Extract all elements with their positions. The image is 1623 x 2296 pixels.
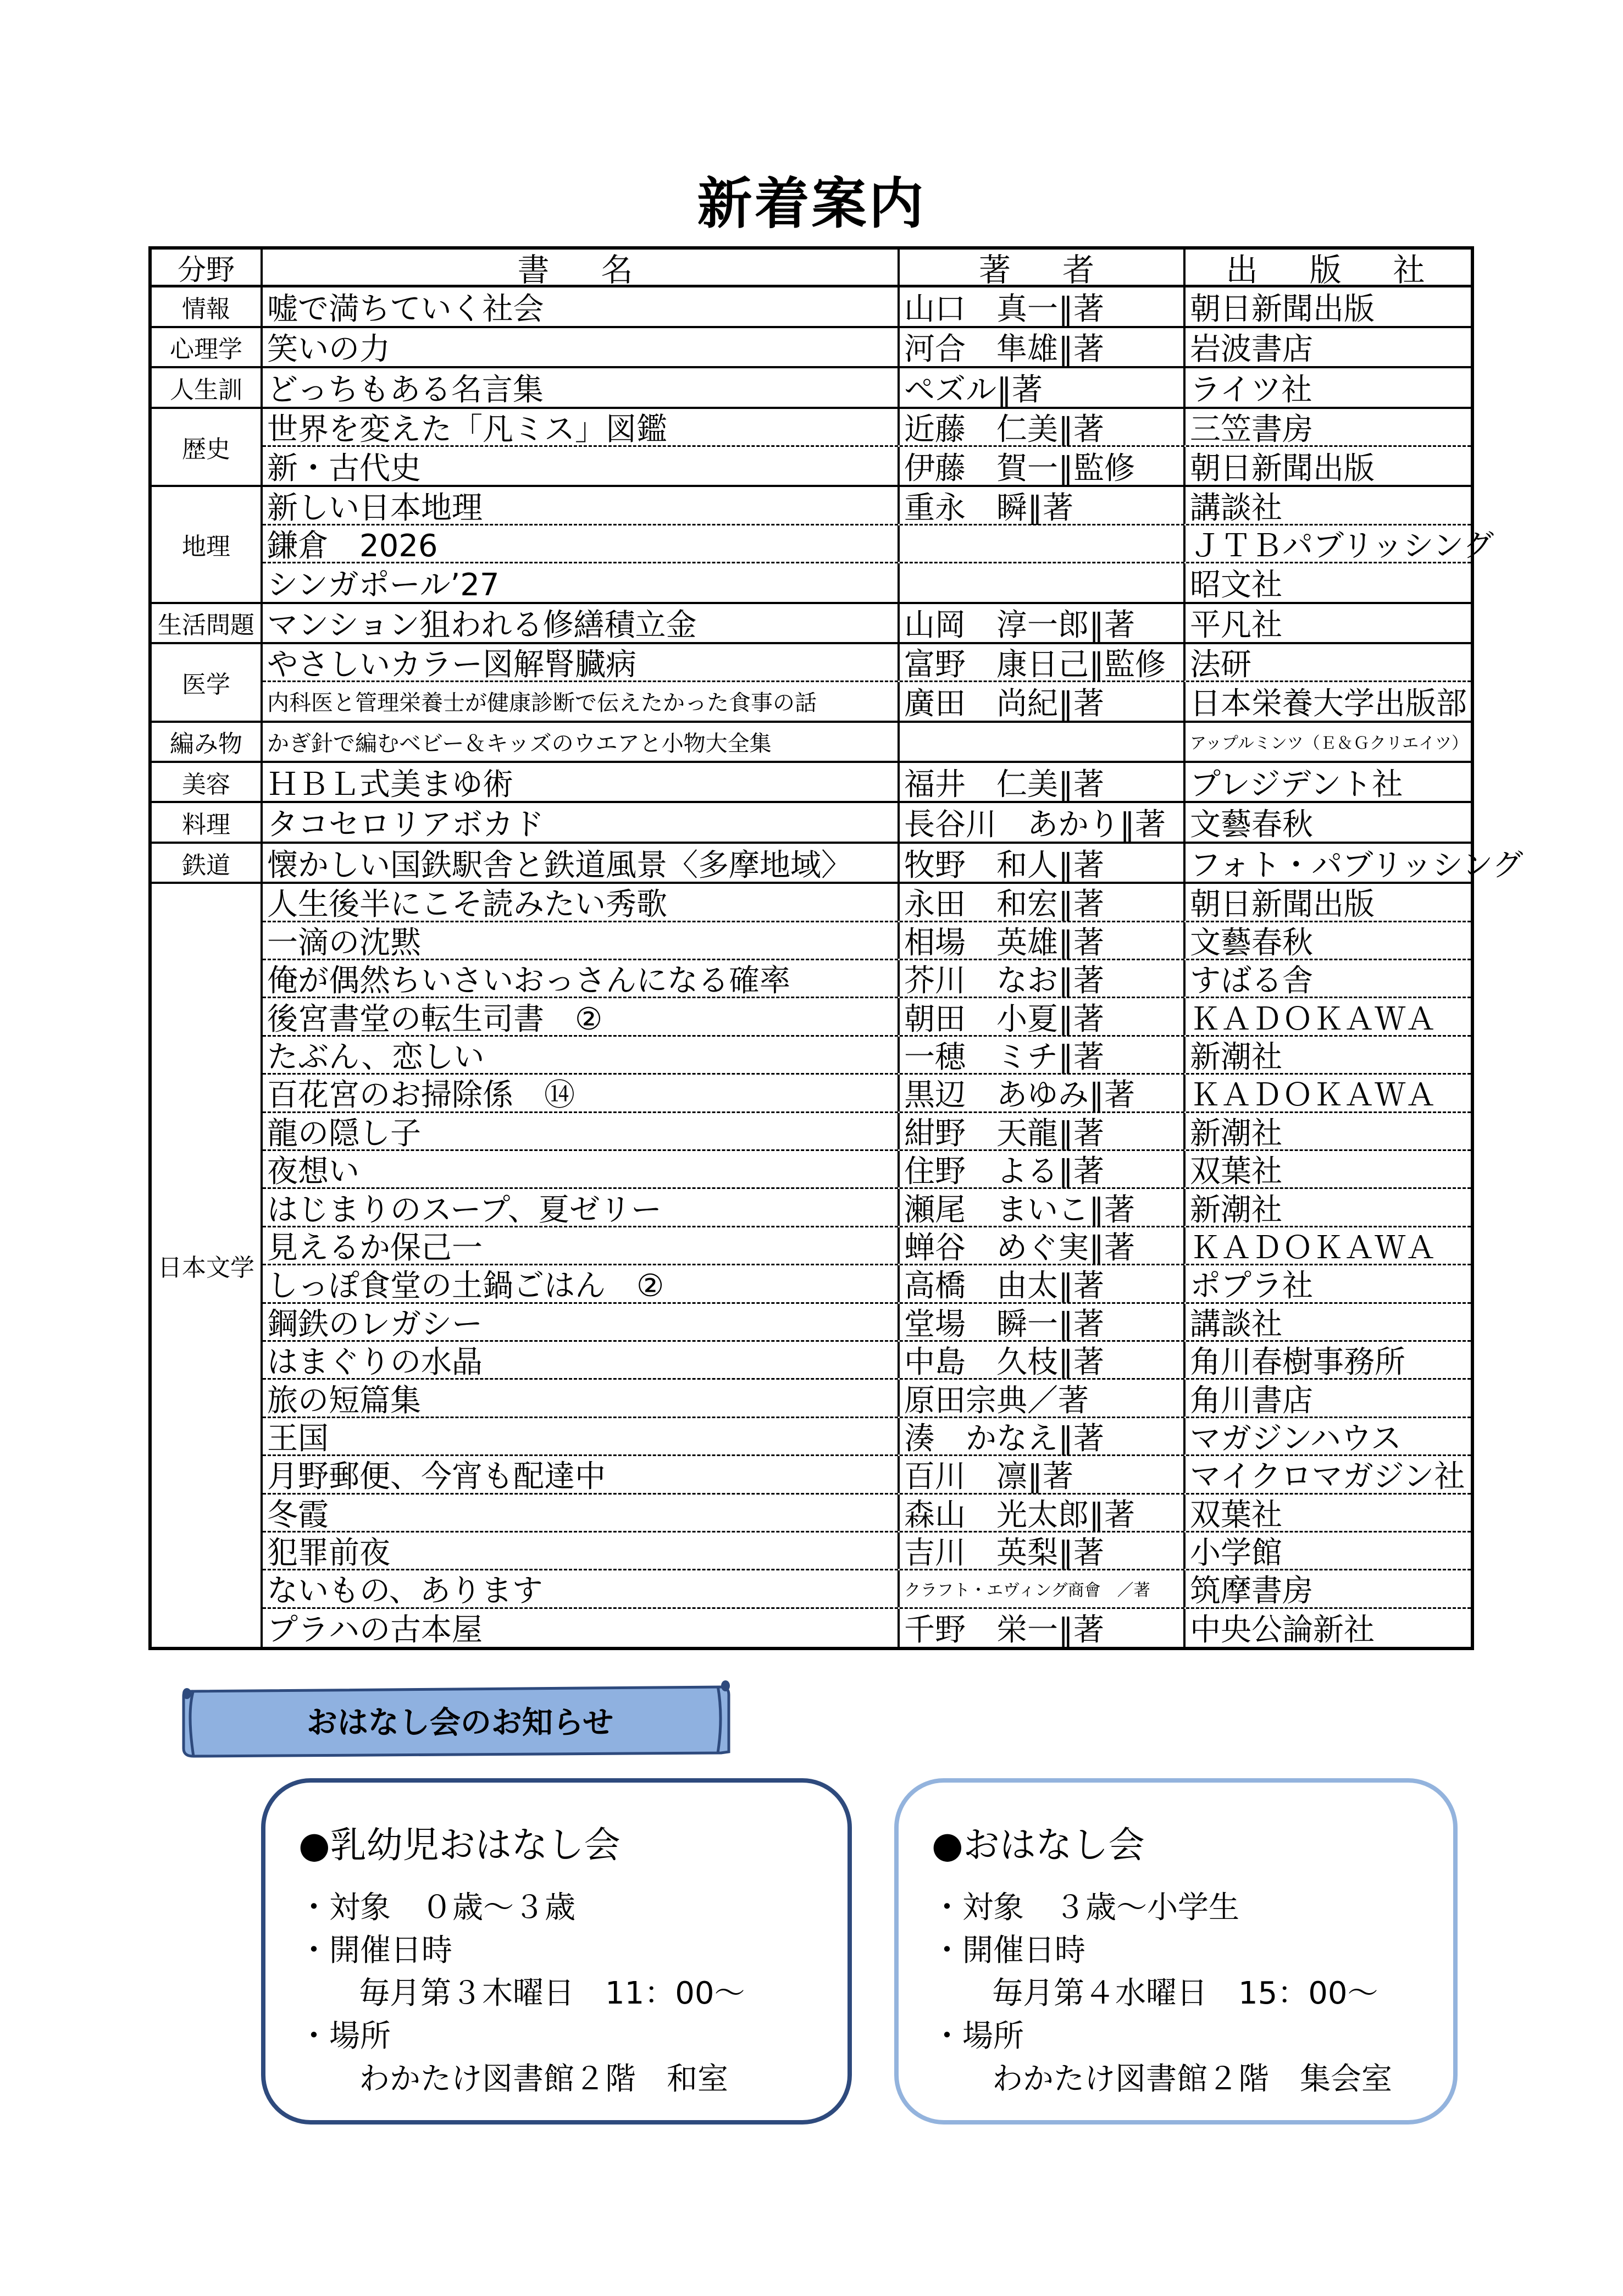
publisher-cell: 双葉社 [1183, 1151, 1475, 1187]
storytime-box [894, 1778, 1458, 2125]
infant-target: ・対象 ０歳～３歳 [298, 1890, 575, 1926]
book-title-cell: ないもの、あります [267, 1573, 543, 1609]
author-cell: 芥川 なお∥著 [898, 960, 1183, 997]
author-cell: 森山 光太郎∥著 [898, 1495, 1183, 1531]
category-group [152, 328, 1471, 368]
book-title-cell: 一滴の沈黙 [267, 925, 421, 961]
author-cell [898, 563, 1183, 601]
table-row [263, 525, 1494, 564]
author-cell [898, 525, 1183, 562]
author-cell: 河合 隼雄∥著 [898, 328, 1183, 366]
storytime-date-value: 毎月第４水曜日 15：00～ [992, 1976, 1378, 2011]
header-title: 書 名 [517, 251, 643, 289]
book-title-cell: 見えるか保己一 [267, 1230, 483, 1266]
author-cell: 高橋 由太∥著 [898, 1265, 1183, 1302]
publisher-cell: 昭文社 [1183, 563, 1475, 601]
infant-date-value: 毎月第３木曜日 11：00～ [359, 1976, 745, 2011]
category-group [152, 409, 1471, 488]
category-cell: 地理 [152, 487, 263, 601]
book-title-cell: シンガポール’27 [267, 567, 500, 603]
publisher-cell: 文藝春秋 [1183, 803, 1475, 841]
table-row [263, 1075, 1471, 1113]
category-group [152, 287, 1471, 328]
author-cell: 瀬尾 まいこ∥著 [898, 1189, 1183, 1225]
table-row [263, 682, 1471, 720]
category-group [152, 844, 1524, 884]
book-title-cell: 月野郵便、今宵も配達中 [267, 1459, 606, 1495]
table-row [263, 884, 1471, 922]
publisher-cell: 角川春樹事務所 [1183, 1342, 1475, 1378]
author-cell: 相場 英雄∥著 [898, 922, 1183, 959]
book-title-cell: 夜想い [267, 1154, 359, 1190]
book-title-cell: プラハの古本屋 [267, 1612, 483, 1648]
publisher-cell: 筑摩書房 [1183, 1570, 1475, 1607]
book-title-cell: 王国 [267, 1420, 329, 1457]
author-cell: 富野 康日己∥監修 [898, 644, 1183, 680]
category-group [152, 644, 1471, 723]
infant-storytime-box [261, 1778, 852, 2125]
infant-date-label: ・開催日時 [298, 1933, 452, 1968]
author-cell: 湊 かなえ∥著 [898, 1418, 1183, 1454]
category-cell: 心理学 [152, 328, 263, 366]
infant-storytime-title: ●乳幼児おはなし会 [298, 1824, 621, 1866]
page-title: 新着案内 [697, 171, 926, 236]
book-title-cell: 犯罪前夜 [267, 1535, 390, 1572]
table-body [152, 287, 1524, 1648]
publisher-cell: 三笠書房 [1183, 409, 1475, 445]
storytime-banner [177, 1679, 732, 1762]
book-title-cell: 旅の短篇集 [267, 1382, 421, 1419]
book-title-cell: 百花宮のお掃除係 ⑭ [267, 1077, 575, 1114]
new-books-table [148, 246, 1524, 1650]
publisher-cell: ＫＡＤＯＫＡＷＡ [1183, 1075, 1475, 1111]
book-title-cell: 笑いの力 [267, 331, 390, 368]
author-cell: 吉川 英梨∥著 [898, 1532, 1183, 1569]
publisher-cell: ＫＡＤＯＫＡＷＡ [1183, 998, 1475, 1034]
author-cell: 廣田 尚紀∥著 [898, 682, 1183, 720]
publisher-cell: 新潮社 [1183, 1037, 1475, 1073]
author-cell: 朝田 小夏∥著 [898, 998, 1183, 1034]
table-row [263, 1265, 1471, 1303]
header-publisher: 出 版 社 [1183, 250, 1475, 285]
table-row [263, 1151, 1471, 1189]
storytime-date-label: ・開催日時 [932, 1933, 1085, 1968]
book-title-cell: 内科医と管理栄養士が健康診断で伝えたかった食事の話 [267, 690, 817, 716]
category-cell: 鉄道 [152, 844, 263, 882]
author-cell: 黒辺 あゆみ∥著 [898, 1075, 1183, 1111]
category-group [152, 368, 1471, 408]
table-header [152, 250, 1471, 287]
table-row [263, 1342, 1471, 1380]
table-row [263, 763, 1471, 801]
publisher-cell: フォト・パブリッシング [1183, 844, 1475, 882]
book-title-cell: 嘘で満ちていく社会 [267, 291, 544, 328]
author-cell [898, 723, 1183, 761]
publisher-cell: 法研 [1183, 644, 1475, 680]
author-cell: 長谷川 あかり∥著 [898, 803, 1183, 841]
table-row [263, 328, 1471, 366]
publisher-cell: 角川書店 [1183, 1380, 1475, 1416]
table-row [263, 409, 1471, 447]
author-cell: 蝉谷 めぐ実∥著 [898, 1227, 1183, 1264]
table-row [263, 604, 1471, 642]
book-title-cell: 人生後半にこそ読みたい秀歌 [267, 887, 667, 923]
book-title-cell: 冬霞 [267, 1497, 329, 1533]
category-group [152, 884, 1471, 1647]
table-row [263, 368, 1471, 406]
publisher-cell: ＪＴＢパブリッシング [1183, 525, 1475, 562]
book-title-cell: しっぽ食堂の土鍋ごはん ② [267, 1268, 664, 1304]
category-cell: 歴史 [152, 409, 263, 485]
publisher-cell: 講談社 [1183, 1304, 1475, 1340]
table-row [263, 1495, 1471, 1532]
author-cell: 百川 凛∥著 [898, 1456, 1183, 1492]
table-row [263, 1418, 1471, 1456]
category-cell: 編み物 [152, 723, 263, 761]
author-cell: 伊藤 賀一∥監修 [898, 447, 1183, 485]
table-row [263, 803, 1471, 841]
header-category: 分野 [152, 250, 263, 285]
table-row [263, 922, 1471, 960]
publisher-cell: 双葉社 [1183, 1495, 1475, 1531]
table-row [263, 723, 1471, 761]
publisher-cell: マガジンハウス [1183, 1418, 1475, 1454]
table-row [263, 447, 1471, 485]
table-row [263, 1037, 1471, 1075]
publisher-cell: 日本栄養大学出版部 [1183, 682, 1475, 720]
book-title-cell: ＨＢＬ式美まゆ術 [267, 766, 513, 803]
category-cell: 美容 [152, 763, 263, 801]
author-cell: 永田 和宏∥著 [898, 884, 1183, 920]
category-group [152, 604, 1471, 644]
publisher-cell: プレジデント社 [1183, 763, 1475, 801]
publisher-cell: マイクロマガジン社 [1183, 1456, 1475, 1492]
author-cell: 中島 久枝∥著 [898, 1342, 1183, 1378]
publisher-cell: 講談社 [1183, 487, 1475, 523]
author-cell: 山口 真一∥著 [898, 287, 1183, 325]
table-row [263, 1189, 1471, 1227]
category-cell: 人生訓 [152, 368, 263, 406]
publisher-cell: 朝日新聞出版 [1183, 287, 1475, 325]
book-title-cell: 新しい日本地理 [267, 490, 483, 526]
publisher-cell: ポプラ社 [1183, 1265, 1475, 1302]
table-row [263, 1113, 1471, 1151]
author-cell: 福井 仁美∥著 [898, 763, 1183, 801]
table-row [263, 1532, 1471, 1570]
book-title-cell: マンション狙われる修繕積立金 [267, 607, 697, 644]
book-title-cell: 龍の隠し子 [267, 1115, 421, 1152]
table-row [263, 644, 1471, 682]
author-cell: 紺野 天龍∥著 [898, 1113, 1183, 1149]
publisher-cell: 平凡社 [1183, 604, 1475, 642]
publisher-cell: 小学館 [1183, 1532, 1475, 1569]
publisher-cell: ライツ社 [1183, 368, 1475, 406]
table-row [263, 1570, 1471, 1608]
book-title-cell: 鎌倉 2026 [267, 528, 438, 564]
infant-place-label: ・場所 [298, 2018, 391, 2054]
table-row [263, 844, 1524, 883]
category-cell: 情報 [152, 287, 263, 325]
author-cell: 原田宗典／著 [898, 1380, 1183, 1416]
book-title-cell: 後宮書堂の転生司書 ② [267, 1001, 603, 1037]
book-title-cell: タコセロリアボカド [267, 807, 544, 843]
author-cell: 一穂 ミチ∥著 [898, 1037, 1183, 1073]
book-title-cell: はまぐりの水晶 [267, 1345, 483, 1381]
author-cell: 牧野 和人∥著 [898, 844, 1183, 882]
category-group [152, 803, 1471, 843]
book-title-cell: 世界を変えた「凡ミス」図鑑 [267, 411, 667, 447]
storytime-title: ●おはなし会 [932, 1824, 1145, 1866]
storytime-place-label: ・場所 [932, 2018, 1024, 2054]
author-cell: 堂場 瞬一∥著 [898, 1304, 1183, 1340]
author-cell: 近藤 仁美∥著 [898, 409, 1183, 445]
table-row [263, 563, 1471, 601]
table-row [263, 960, 1471, 998]
publisher-cell: アップルミンツ（Ｅ＆Ｇクリエイツ） [1183, 723, 1475, 761]
book-title-cell: どっちもある名言集 [267, 372, 544, 408]
category-group [152, 723, 1471, 763]
table-row [263, 487, 1471, 525]
table-row [263, 1227, 1471, 1265]
author-cell: 重永 瞬∥著 [898, 487, 1183, 523]
publisher-cell: 文藝春秋 [1183, 922, 1475, 959]
publisher-cell: ＫＡＤＯＫＡＷＡ [1183, 1227, 1475, 1264]
publisher-cell: 新潮社 [1183, 1113, 1475, 1149]
table-row [263, 1456, 1471, 1494]
book-title-cell: 懐かしい国鉄駅舎と鉄道風景〈多摩地域〉 [267, 847, 852, 883]
book-title-cell: かぎ針で編むベビー＆キッズのウエアと小物大全集 [267, 731, 772, 756]
category-group [152, 487, 1494, 604]
header-author: 著 者 [898, 250, 1183, 285]
category-group [152, 763, 1471, 803]
book-title-cell: 新・古代史 [267, 450, 421, 486]
publisher-cell: 岩波書店 [1183, 328, 1475, 366]
table-row [263, 1304, 1471, 1342]
book-title-cell: たぶん、恋しい [267, 1039, 485, 1076]
storytime-target: ・対象 ３歳～小学生 [932, 1890, 1239, 1926]
table-row [263, 1380, 1471, 1418]
publisher-cell: 新潮社 [1183, 1189, 1475, 1225]
category-cell: 日本文学 [152, 884, 263, 1647]
book-title-cell: 俺が偶然ちいさいおっさんになる確率 [267, 963, 790, 999]
author-cell: 千野 栄一∥著 [898, 1609, 1183, 1647]
publisher-cell: すばる舎 [1183, 960, 1475, 997]
category-cell: 生活問題 [152, 604, 263, 642]
table-row [263, 1609, 1471, 1647]
category-cell: 料理 [152, 803, 263, 841]
publisher-cell: 朝日新聞出版 [1183, 884, 1475, 920]
author-cell: 山岡 淳一郎∥著 [898, 604, 1183, 642]
book-title-cell: やさしいカラー図解腎臓病 [267, 647, 636, 683]
author-cell: ペズル∥著 [898, 368, 1183, 406]
table-row [263, 998, 1471, 1036]
author-cell: クラフト・エヴィング商會 ／著 [898, 1570, 1183, 1607]
publisher-cell: 朝日新聞出版 [1183, 447, 1475, 485]
table-row [263, 287, 1471, 328]
book-title-cell: はじまりのスープ、夏ゼリー [267, 1192, 662, 1228]
storytime-place-value: わかたけ図書館２階 集会室 [992, 2061, 1392, 2097]
publisher-cell: 中央公論新社 [1183, 1609, 1475, 1647]
author-cell: 住野 よる∥著 [898, 1151, 1183, 1187]
infant-place-value: わかたけ図書館２階 和室 [359, 2061, 728, 2097]
category-cell: 医学 [152, 644, 263, 721]
storytime-banner-label: おはなし会のお知らせ [306, 1705, 614, 1741]
book-title-cell: 鋼鉄のレガシー [267, 1306, 483, 1342]
